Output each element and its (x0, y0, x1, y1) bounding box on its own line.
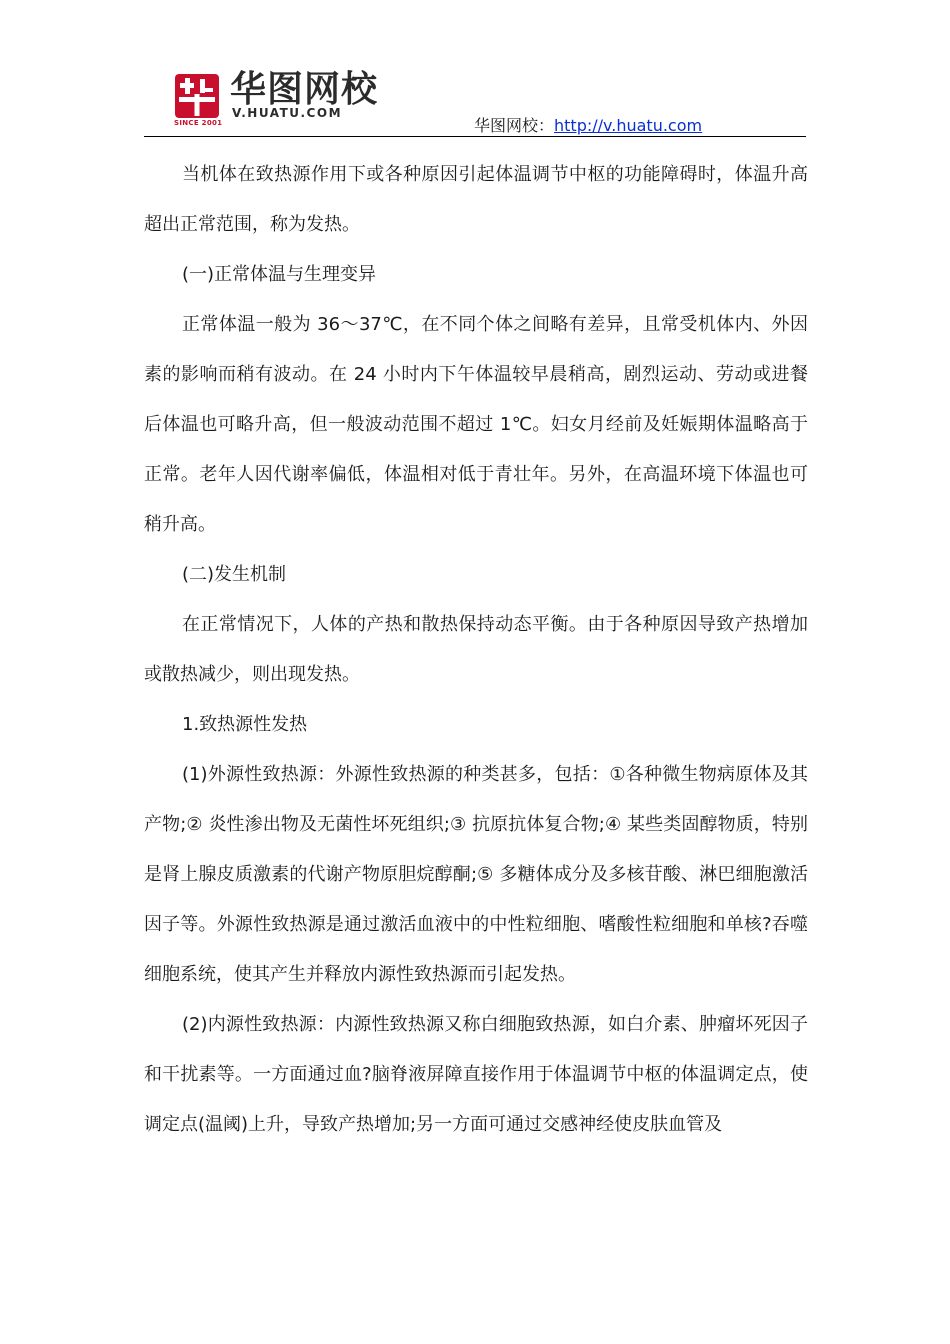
heading-normal-temperature: (一)正常体温与生理变异 (182, 264, 377, 285)
paragraph-exogenous-pyrogen: (1)外源性致热源：外源性致热源的种类甚多，包括：①各种微生物病原体及其产物;② 炎性渗出物及无菌性坏死组织;③ 抗原抗体复合物;④ 某些类固醇物质，特别是肾上腺皮质激素的代谢产物原胆烷醇酮;⑤ 多糖体成分及多核苷酸、淋巴细胞激活因子等。外源性致热源是通过激活血液中的中性粒细胞、嗜酸性粒细胞和单核?吞噬细胞系统，使其产生并释放内源性致热源而引起发热。 (144, 764, 808, 985)
header-divider (144, 136, 806, 137)
page-header (144, 68, 806, 138)
document-body (144, 150, 808, 1150)
logo-domain: V.HUATU.COM (232, 106, 343, 120)
paragraph-endogenous-pyrogen: (2)内源性致热源：内源性致热源又称白细胞致热源，如白介素、肿瘤坏死因子和干扰素等。一方面通过血?脑脊液屏障直接作用于体温调节中枢的体温调定点，使调定点(温阈)上升，导致产热增加;另一方面可通过交感神经使皮肤血管及 (144, 1014, 808, 1135)
logo-since-text: SINCE 2001 (174, 119, 223, 127)
header-site-info (474, 113, 702, 136)
paragraph-normal-temperature: 正常体温一般为 36～37℃，在不同个体之间略有差异，且常受机体内、外因素的影响而稍有波动。在 24 小时内下午体温较早晨稍高，剧烈运动、劳动或进餐后体温也可略升高，但一般波动范围不超过 1℃。妇女月经前及妊娠期体温略高于正常。老年人因代谢率偏低，体温相对低于青壮年。另外，在高温环境下体温也可稍升高。 (144, 314, 808, 535)
header-site-label: 华图网校： (474, 116, 555, 135)
heading-pyrogenic-fever: 1.致热源性发热 (182, 714, 308, 735)
logo-wordmark: 华图网校 (230, 69, 379, 110)
header-site-link[interactable]: http://v.huatu.com (554, 116, 703, 135)
paragraph-mechanism: 在正常情况下，人体的产热和散热保持动态平衡。由于各种原因导致产热增加或散热减少，则出现发热。 (144, 614, 808, 685)
paragraph-intro: 当机体在致热源作用下或各种原因引起体温调节中枢的功能障碍时，体温升高超出正常范围，称为发热。 (144, 164, 808, 235)
heading-mechanism: (二)发生机制 (182, 564, 287, 585)
